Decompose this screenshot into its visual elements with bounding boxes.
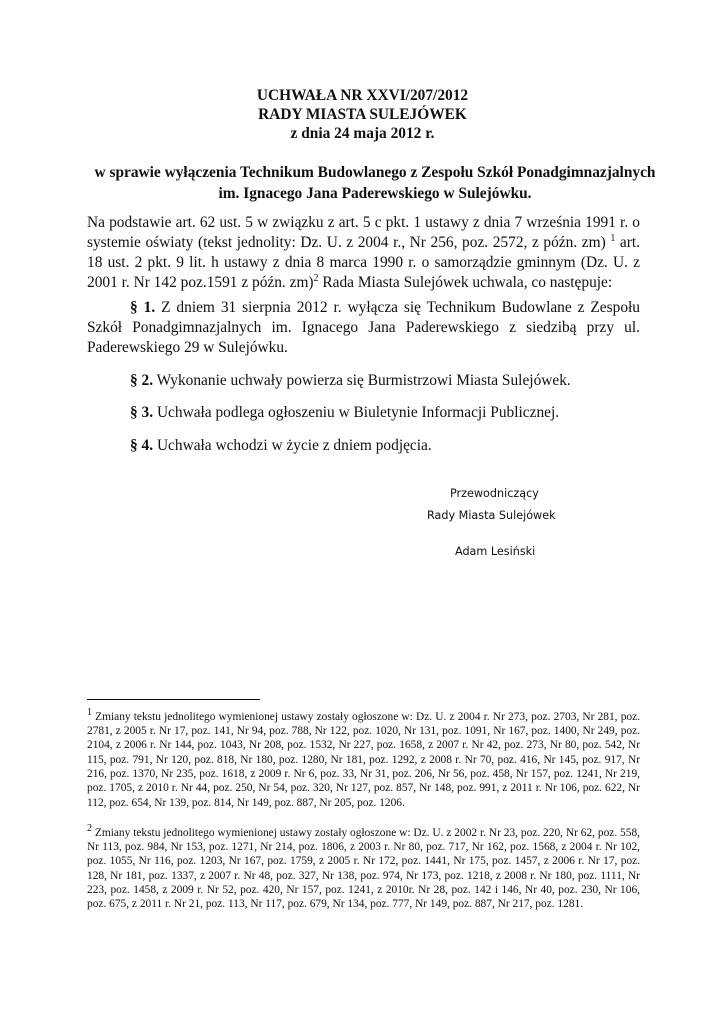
resolution-subject (60, 162, 690, 204)
paragraph-text: Wykonanie uchwały powierza się Burmistrzowi Miasta Sulejówek. (153, 372, 571, 389)
resolution-title (0, 86, 725, 143)
title-line-date: z dnia 24 maja 2012 r. (290, 125, 435, 142)
paragraph-number: § 2. (130, 372, 154, 389)
basis-text-1: Na podstawie art. 62 ust. 5 w związku z art. 5 c pkt. 1 ustawy z dnia 7 września 1991 r. o systemie oświaty (tekst jednolity: Dz. U. z 2004 r., Nr 256, poz. 2572, z późn. zm) (87, 214, 640, 251)
title-line-number: UCHWAŁA NR XXVI/207/2012 (256, 87, 469, 104)
footnote-separator (87, 699, 260, 700)
footnote-ref-1: 1 (610, 232, 616, 244)
signature-name: Adam Lesiński (455, 545, 536, 558)
footnote-text: Zmiany tekstu jednolitego wymienionej ustawy zostały ogłoszone w: Dz. U. z 2002 r. Nr 23, poz. 220, Nr 62, poz. 558, Nr 113, poz. 984, Nr 153, poz. 1271, Nr 214, poz. 1806, z 2003 r. Nr 80, poz. 717, Nr 162, poz. 1568, z 2004 r. Nr 102, poz. 1055, Nr 116, poz. 1203, Nr 167, poz. 1759, z 2005 r. Nr 172, poz. 1441, Nr 175, poz. 1457, z 2006 r. Nr 17, poz. 128, Nr 181, poz. 1337, z 2007 r. Nr 48, poz. 327, Nr 138, poz. 974, Nr 173, poz. 1218, z 2008 r. Nr 180, poz. 1111, Nr 223, poz. 1458, z 2009 r. Nr 52, poz. 420, Nr 157, poz. 1241, z 2010r. Nr 28, poz. 142 i 146, Nr 40, poz. 230, Nr 106, poz. 675, z 2011 r. Nr 21, poz. 113, Nr 117, poz. 679, Nr 134, poz. 777, Nr 149, poz. 887, Nr 217, poz. 1281. (87, 826, 640, 911)
footnote-mark: 1 (87, 707, 92, 718)
paragraph-4 (130, 436, 640, 456)
paragraph-number: § 1. (130, 299, 156, 316)
paragraph-text: Uchwała wchodzi w życie z dniem podjęcia. (153, 437, 432, 454)
subject-line-1: w sprawie wyłączenia Technikum Budowlanego z Zespołu Szkół Ponadgimnazjalnych (94, 164, 656, 181)
paragraph-3 (130, 403, 640, 423)
basis-text-3: Rada Miasta Sulejówek uchwala, co następuje: (318, 274, 613, 291)
paragraph-2 (130, 371, 640, 391)
legal-basis (87, 213, 640, 293)
footnote-ref-2: 2 (313, 272, 319, 284)
signature-title: Przewodniczący (450, 487, 539, 500)
paragraph-text: Uchwała podlega ogłoszeniu w Biuletynie Informacji Publicznej. (153, 404, 560, 421)
signature-body: Rady Miasta Sulejówek (427, 509, 556, 522)
paragraph-number: § 4. (130, 437, 154, 454)
paragraph-number: § 3. (130, 404, 154, 421)
paragraph-1 (87, 298, 640, 358)
footnote-2 (87, 822, 640, 912)
footnote-mark: 2 (87, 823, 92, 834)
subject-line-2: im. Ignacego Jana Paderewskiego w Sulejówku. (218, 185, 532, 202)
footnote-text: Zmiany tekstu jednolitego wymienionej ustawy zostały ogłoszone w: Dz. U. z 2004 r. Nr 273, poz. 2703, Nr 281, poz. 2781, z 2005 r. Nr 17, poz. 141, Nr 94, poz. 788, Nr 122, poz. 1020, Nr 131, poz. 1091, Nr 167, poz. 1400, Nr 249, poz. 2104, z 2006 r. Nr 144, poz. 1043, Nr 208, poz. 1532, Nr 227, poz. 1658, z 2007 r. Nr 42, poz. 273, Nr 80, poz. 542, Nr 115, poz. 791, Nr 120, poz. 818, Nr 180, poz. 1280, Nr 181, poz. 1292, z 2008 r. Nr 70, poz. 416, Nr 145, poz. 917, Nr 216, poz. 1370, Nr 235, poz. 1618, z 2009 r. Nr 6, poz. 33, Nr 31, poz. 206, Nr 56, poz. 458, Nr 157, poz. 1241, Nr 219, poz. 1705, z 2010 r. Nr 44, poz. 250, Nr 54, poz. 320, Nr 127, poz. 857, Nr 148, poz. 991, z 2011 r. Nr 106, poz. 622, Nr 112, poz. 654, Nr 139, poz. 814, Nr 149, poz. 887, Nr 205, poz. 1206. (87, 710, 640, 809)
title-line-council: RADY MIASTA SULEJÓWEK (258, 106, 467, 123)
paragraph-text: Z dniem 31 sierpnia 2012 r. wyłącza się Technikum Budowlane z Zespołu Szkół Ponadgimnazjalnych im. Ignacego Jana Paderewskiego z siedzibą przy ul. Paderewskiego 29 w Sulejówku. (87, 299, 640, 356)
basis-text-2: art. 18 ust. 2 pkt. 9 lit. h ustawy z dnia 8 marca 1990 r. o samorządzie gminnym (Dz. U. z 2001 r. Nr 142 poz.1591 z późn. zm) (87, 234, 640, 291)
footnote-1 (87, 706, 640, 810)
